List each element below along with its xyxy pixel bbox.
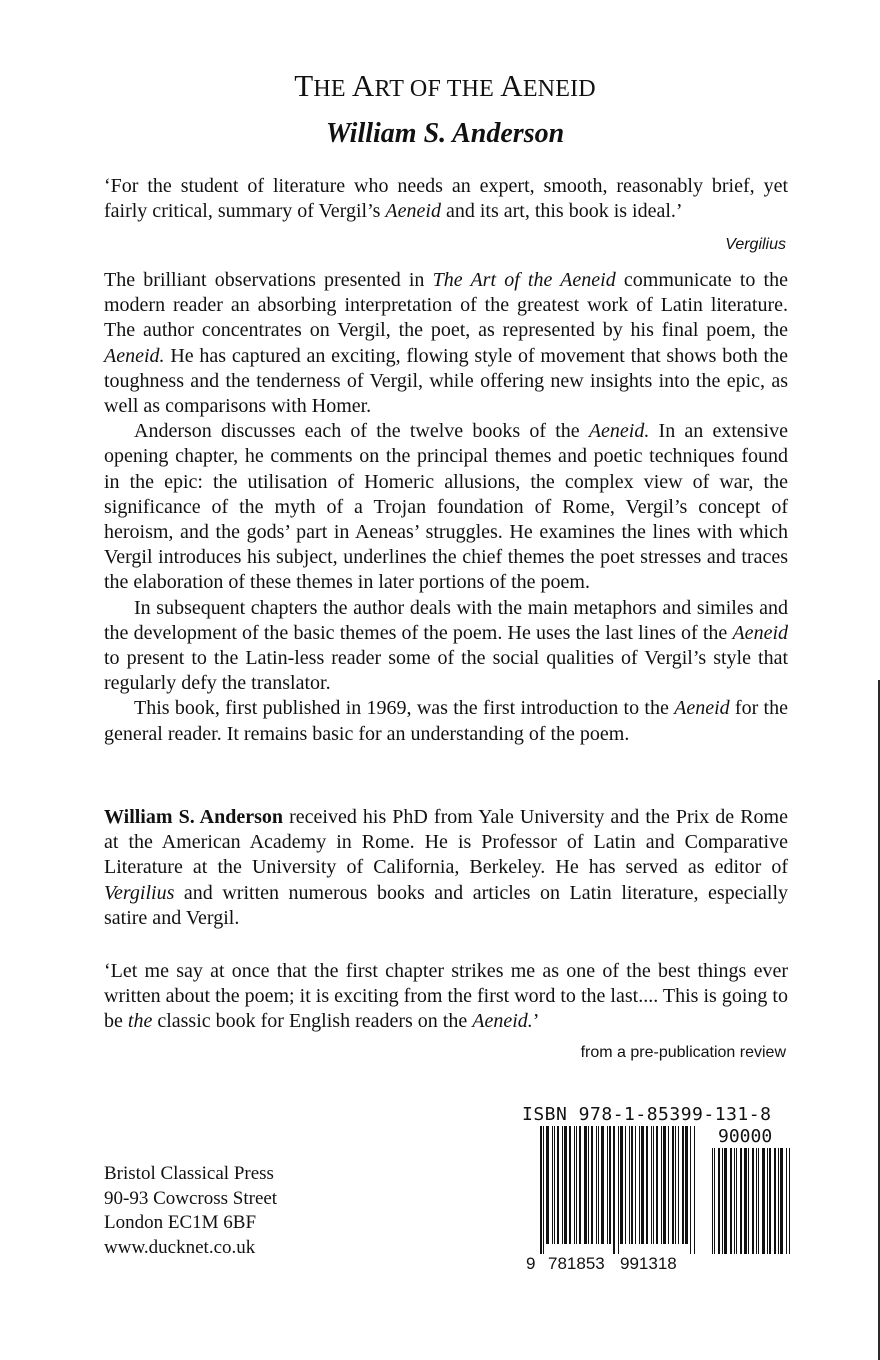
barcode-bar [748,1148,749,1254]
barcode-bar [584,1126,587,1244]
isbn-barcode [520,1126,792,1274]
barcode-bar [714,1148,715,1254]
barcode-addon-digits: 90000 [718,1126,773,1147]
barcode-bar [722,1148,723,1254]
barcode-digits-right: 991318 [620,1254,677,1273]
barcode-bar [675,1126,676,1244]
barcode-bar [557,1126,559,1244]
barcode-bar [635,1126,636,1244]
barcode-bar [562,1126,563,1244]
barcode-bar [718,1148,720,1254]
barcode-bar [685,1126,688,1244]
publisher-name: Bristol Classical Press [104,1163,274,1184]
barcode-bar [778,1148,779,1254]
barcode-bar [730,1148,732,1254]
barcode-bar [740,1148,742,1254]
barcode-bar [601,1126,604,1244]
blurb-paragraph: This book, first published in 1969, was the first introduction to the Aeneid for the general reader. It remains basic for an understanding of the poem. [104,697,788,745]
publisher-street: 90-93 Cowcross Street [104,1187,278,1209]
barcode-bar [564,1126,567,1244]
barcode-bar [678,1126,679,1244]
barcode-bar [639,1126,640,1244]
barcode-bar [552,1126,553,1244]
barcode-bar [752,1148,754,1254]
blurb-paragraph: Anderson discusses each of the twelve books of the Aeneid. In an extensive opening chapter, he comments on the principal themes and poetic techniques found in the epic: the utilisation of Homeric allusions, the complex view of war, the significance of the myth of a Trojan foundation of Rome, Vergil’s concept of heroism, and the gods’ part in Aeneas’ struggles. He examines the lines with which Vergil introduces his subject, underlines the chief themes the poet stresses and traces the elaboration of these themes in later portions of the poem. [104,420,788,594]
barcode-bar [576,1126,577,1244]
book-title: THE ART OF THE AENEID [294,68,596,103]
barcode-bar [613,1126,615,1254]
blurb-body [104,268,788,747]
barcode-bar [607,1126,608,1244]
barcode-bar [789,1148,790,1254]
barcode-bar [579,1126,581,1244]
barcode-bar [618,1126,619,1254]
barcode-bar [641,1126,644,1244]
review-quote-1: ‘For the student of literature who needs an expert, smooth, reasonably brief, yet fairly critical, summary of Vergil’s Aeneid and its art, this book is ideal.’ [104,175,788,223]
barcode-bar [736,1148,737,1254]
barcode-bar [651,1126,652,1244]
barcode-digits-left: 781853 [548,1254,605,1273]
publisher-address [104,1162,277,1260]
isbn-label: ISBN 978-1-85399-131-8 [522,1104,772,1125]
barcode-bar [596,1126,597,1244]
barcode-bar [774,1148,776,1254]
barcode-bar [554,1126,555,1244]
barcode-bar [598,1126,599,1244]
barcode-bar [646,1126,648,1244]
barcode-bar [653,1126,654,1244]
barcode-bar [756,1148,757,1254]
publisher-website: www.ducknet.co.uk [104,1236,256,1258]
barcode-bar [588,1126,589,1244]
review-quote-2: ‘Let me say at once that the first chapter strikes me as one of the best things ever written about the poem; it is exciting from the first word to the last.... This is going to be the classic book for English readers on the Aeneid.’ [104,960,788,1033]
barcode-bar [620,1126,623,1244]
barcode-bar [574,1126,575,1244]
barcode-bar [656,1126,658,1244]
barcode-bar [663,1126,666,1244]
barcode-bar [786,1148,787,1254]
barcode-bar [734,1148,735,1254]
quote-source-1: Vergilius [725,236,786,253]
barcode-bar [690,1126,691,1254]
barcode-bar [694,1126,695,1254]
barcode-bar [540,1126,542,1254]
barcode-bar [682,1126,684,1244]
barcode-bar [625,1126,626,1244]
barcode-bar [609,1126,611,1244]
quote-source-2: from a pre-publication review [580,1044,786,1061]
blurb-paragraph: In subsequent chapters the author deals with the main metaphors and similes and the development of the basic themes of the poem. He uses the last lines of the Aeneid to present to the Latin-less reader some of the social qualities of Vergil’s style that regularly defy the translator. [104,596,788,695]
barcode-bar [672,1126,674,1244]
barcode-bar [631,1126,633,1244]
barcode-bar [769,1148,771,1254]
barcode-bar [780,1148,783,1254]
barcode-bar [712,1148,713,1254]
barcode-bar [724,1148,727,1254]
blurb-paragraph: The brilliant observations presented in The Art of the Aeneid communicate to the modern reader an absorbing interpretation of the greatest work of Latin literature. The author concentrates on Vergil, the poet, as represented by his final poem, the Aeneid. He has captured an exciting, flowing style of movement that shows both the toughness and the tenderness of Vergil, while offering new insights into the epic, as well as comparisons with Homer. [104,269,788,418]
barcode-digit-first: 9 [526,1254,536,1273]
barcode-bar [762,1148,765,1254]
author-bio: William S. Anderson received his PhD from Yale University and the Prix de Rome at the American Academy in Rome. He is Professor of Latin and Comparative Literature at the University of California, Berkeley. He has served as editor of Vergilius and written numerous books and articles on Latin literature, especially satire and Vergil. [104,806,788,929]
barcode-bar [591,1126,593,1244]
barcode-bar [546,1126,549,1244]
barcode-bar [629,1126,630,1244]
barcode-bar [668,1126,669,1244]
barcode-bar [744,1148,747,1254]
barcode-bar [569,1126,571,1244]
barcode-bar [758,1148,759,1254]
publisher-city: London EC1M 6BF [104,1212,257,1233]
barcode-bar [543,1126,544,1254]
barcode-bar [661,1126,662,1244]
barcode-bar [767,1148,768,1254]
book-author: William S. Anderson [325,118,565,149]
